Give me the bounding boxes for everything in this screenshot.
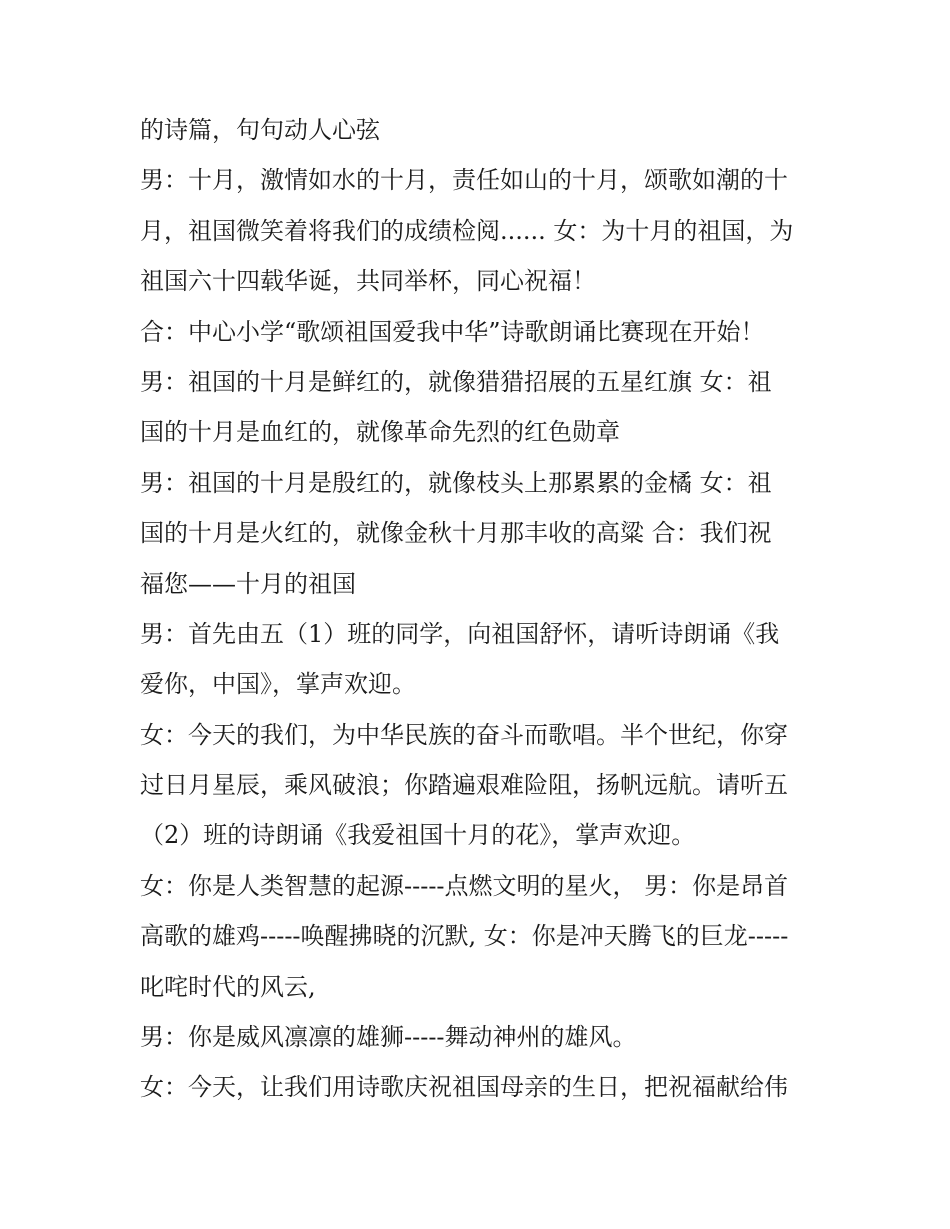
- text-line: 国的十月是血红的，就像革命先烈的红色勋章: [140, 418, 620, 447]
- text-line: 女：今天，让我们用诗歌庆祝祖国母亲的生日，把祝福献给伟: [140, 1073, 788, 1102]
- text-line: 爱你，中国》，掌声欢迎。: [140, 670, 416, 699]
- text-line: 福您——十月的祖国: [140, 569, 356, 598]
- text-line: 月，祖国微笑着将我们的成绩检阅...... 女：为十月的祖国，为: [140, 216, 794, 245]
- text-line: 男：祖国的十月是鲜红的，就像猎猎招展的五星红旗 女：祖: [140, 367, 772, 396]
- text-line: （2）班的诗朗诵《我爱祖国十月的花》，掌声欢迎。: [140, 821, 696, 850]
- text-line: 合：中心小学“歌颂祖国爱我中华”诗歌朗诵比赛现在开始！: [140, 317, 765, 346]
- text-line: 国的十月是火红的，就像金秋十月那丰收的高粱 合：我们祝: [140, 519, 772, 548]
- text-line: 男：首先由五（1）班的同学，向祖国舒怀，请听诗朗诵《我: [140, 619, 780, 648]
- text-line: 高歌的雄鸡-----唤醒拂晓的沉默, 女：你是冲天腾飞的巨龙-----: [140, 922, 789, 951]
- text-line: 的诗篇，句句动人心弦: [140, 116, 380, 144]
- text-line: 祖国六十四载华诞，共同举杯，同心祝福！: [140, 267, 596, 296]
- text-line: 叱咤时代的风云,: [140, 972, 316, 1001]
- text-line: 过日月星辰，乘风破浪；你踏遍艰难险阻，扬帆远航。请听五: [140, 771, 788, 800]
- text-line: 男：你是威风凛凛的雄狮-----舞动神州的雄风。: [140, 1023, 637, 1052]
- text-line: 女：今天的我们，为中华民族的奋斗而歌唱。半个世纪，你穿: [140, 720, 788, 749]
- text-line: 男：祖国的十月是殷红的，就像枝头上那累累的金橘 女：祖: [140, 468, 772, 497]
- text-line: 女：你是人类智慧的起源-----点燃文明的星火， 男：你是昂首: [140, 871, 789, 900]
- poem-script-text: [140, 105, 820, 1113]
- text-line: 男：十月，激情如水的十月，责任如山的十月，颂歌如潮的十: [140, 166, 788, 195]
